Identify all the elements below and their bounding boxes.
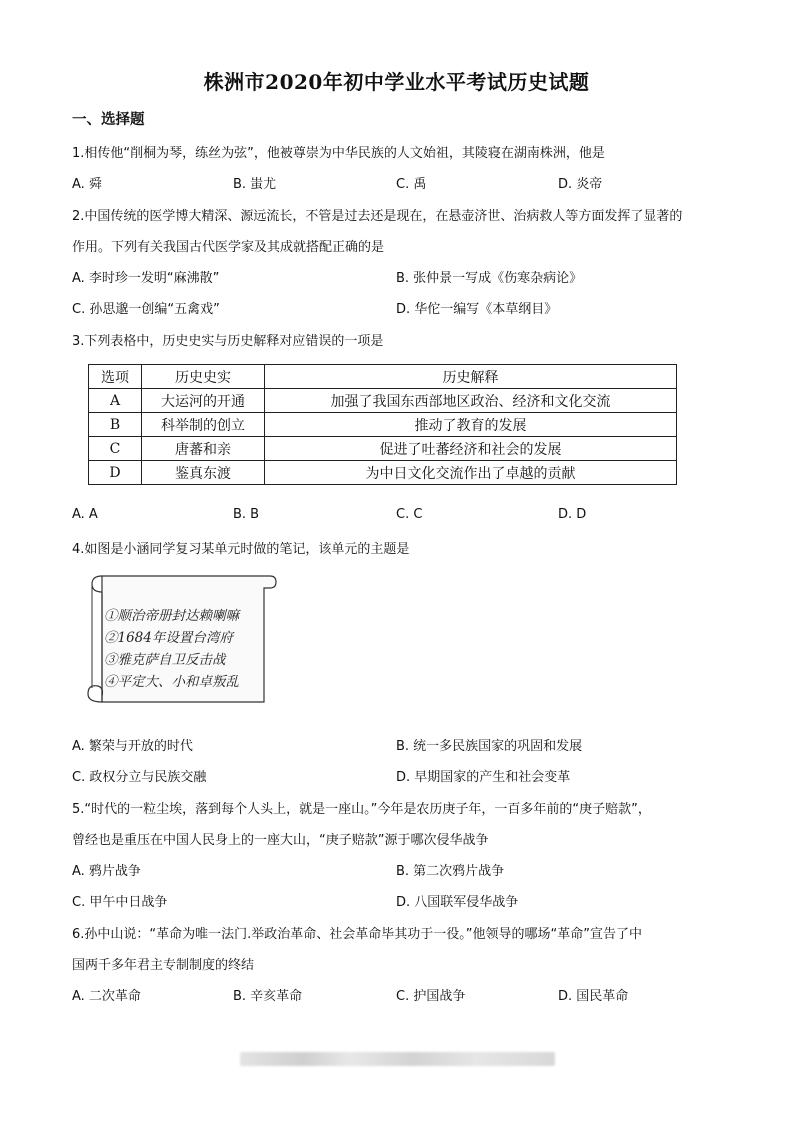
table-cell: 推动了教育的发展 — [265, 413, 677, 437]
table-row — [89, 413, 677, 437]
question-3-stem: 3.下列表格中，历史史实与历史解释对应错误的一项是 — [72, 334, 384, 349]
question-2-stem-line2: 作用。下列有关我国古代医学家及其成就搭配正确的是 — [72, 240, 385, 255]
question-6-stem-line1: 6.孙中山说：“革命为唯一法门.举政治革命、社会革命毕其功于一役。”他领导的哪场“革命”宣告了中 — [72, 927, 642, 942]
note-line-1: ①顺治帝册封达赖喇嘛 — [104, 608, 239, 624]
page-title: 株洲市2020年初中学业水平考试历史试题 — [203, 70, 590, 94]
q2-option-b: B. 张仲景一写成《伤寒杂病论》 — [396, 271, 583, 286]
blurred-footer-watermark — [240, 1052, 555, 1066]
table-header-row — [89, 365, 677, 389]
q1-option-c: C. 禹 — [396, 177, 427, 192]
q2-option-a: A. 李时珍一发明“麻沸散” — [72, 271, 220, 286]
q5-option-d: D. 八国联军侵华战争 — [396, 895, 519, 910]
table-cell: 加强了我国东西部地区政治、经济和文化交流 — [265, 389, 677, 413]
question-5-stem-line1: 5.“时代的一粒尘埃，落到每个人头上，就是一座山。”今年是农历庚子年，一百多年前的“庚子赔款”， — [72, 802, 651, 817]
q2-option-d: D. 华佗一编写《本草纲目》 — [396, 302, 558, 317]
table-cell: A — [89, 389, 142, 413]
history-table — [88, 364, 677, 485]
question-2-stem-line1: 2.中国传统的医学博大精深、源远流长，不管是过去还是现在，在悬壶济世、治病救人等方面发挥了显著的 — [72, 209, 683, 224]
q1-option-a: A. 舜 — [72, 177, 102, 192]
q6-option-a: A. 二次革命 — [72, 989, 141, 1004]
q4-option-b: B. 统一多民族国家的巩固和发展 — [396, 739, 583, 754]
question-1-stem: 1.相传他“削桐为琴，练丝为弦”，他被尊崇为中华民族的人文始祖，其陵寝在湖南株洲，他是 — [72, 146, 605, 161]
question-4-stem: 4.如图是小涵同学复习某单元时做的笔记，该单元的主题是 — [72, 542, 410, 557]
table-header-option: 选项 — [89, 365, 142, 389]
table-cell: 唐蕃和亲 — [142, 437, 265, 461]
q3-option-c: C. C — [396, 507, 423, 522]
table-header-fact: 历史史实 — [142, 365, 265, 389]
q3-option-a: A. A — [72, 507, 98, 522]
table-cell: 为中日文化交流作出了卓越的贡献 — [265, 461, 677, 485]
table-cell: 大运河的开通 — [142, 389, 265, 413]
q6-option-c: C. 护国战争 — [396, 989, 466, 1004]
table-row — [89, 461, 677, 485]
table-cell: C — [89, 437, 142, 461]
section-heading: 一、选择题 — [72, 112, 145, 128]
table-cell: D — [89, 461, 142, 485]
question-6-stem-line2: 国两千多年君主专制制度的终结 — [72, 958, 255, 973]
note-line-3: ③雅克萨自卫反击战 — [104, 652, 226, 668]
note-line-2: ②1684年设置台湾府 — [104, 630, 233, 646]
q4-option-a: A. 繁荣与开放的时代 — [72, 739, 193, 754]
note-line-4: ④平定大、小和卓叛乱 — [104, 674, 239, 690]
table-cell: 促进了吐蕃经济和社会的发展 — [265, 437, 677, 461]
q5-option-b: B. 第二次鸦片战争 — [396, 864, 505, 879]
q5-option-c: C. 甲午中日战争 — [72, 895, 168, 910]
q6-option-b: B. 辛亥革命 — [233, 989, 303, 1004]
q4-option-d: D. 早期国家的产生和社会变革 — [396, 770, 571, 785]
q3-option-d: D. D — [558, 507, 587, 522]
table-header-explanation: 历史解释 — [265, 365, 677, 389]
q4-option-c: C. 政权分立与民族交融 — [72, 770, 207, 785]
table-cell: 鉴真东渡 — [142, 461, 265, 485]
q2-option-c: C. 孙思邈一创编“五禽戏” — [72, 302, 220, 317]
table-cell: 科举制的创立 — [142, 413, 265, 437]
question-5-stem-line2: 曾经也是重压在中国人民身上的一座大山，“庚子赔款”源于哪次侵华战争 — [72, 833, 489, 848]
q1-option-d: D. 炎帝 — [558, 177, 603, 192]
table-cell: B — [89, 413, 142, 437]
q6-option-d: D. 国民革命 — [558, 989, 629, 1004]
q1-option-b: B. 蚩尤 — [233, 177, 277, 192]
q3-option-b: B. B — [233, 507, 260, 522]
table-row — [89, 437, 677, 461]
q5-option-a: A. 鸦片战争 — [72, 864, 141, 879]
table-row — [89, 389, 677, 413]
